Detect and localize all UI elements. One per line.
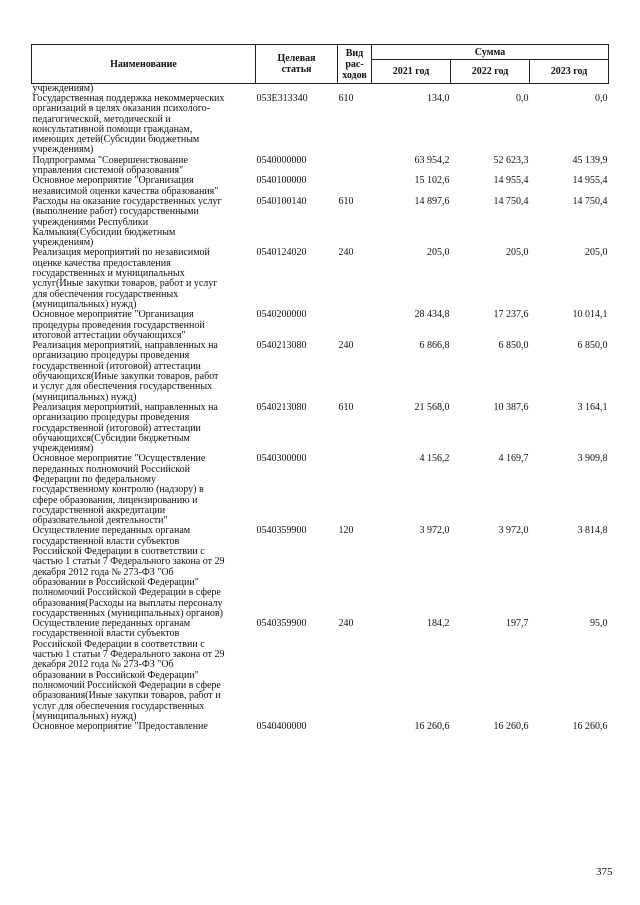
row-name	[32, 619, 256, 722]
row-target-code: 0540300000	[256, 453, 307, 465]
row-name-line: образования(Расходы на выплаты персоналу	[32, 597, 223, 609]
row-name	[32, 403, 256, 454]
row-sum-2023: 14 750,4	[572, 195, 608, 207]
header-year-2021: 2021 год	[372, 60, 451, 84]
row-name-line: организацию процедуры проведения	[32, 350, 190, 362]
row-name-line: Подпрограмма "Совершенствование	[32, 154, 188, 166]
row-name-line: (выполнение работ) государственными	[32, 206, 199, 218]
row-name-line: услуг(Иные закупки товаров, работ и услуг	[32, 278, 218, 290]
row-name-line: организацию процедуры проведения	[32, 412, 190, 424]
table-row	[32, 722, 609, 732]
row-expense-type: 120	[338, 525, 354, 537]
header-vid-line: Вид	[345, 47, 364, 59]
row-name-line: Федерации по федеральному	[32, 473, 156, 485]
row-name-line: процедуры проведения государственной	[32, 319, 205, 331]
row-target-code: 0540100140	[256, 195, 307, 207]
row-expense-type	[338, 722, 372, 732]
row-name-line: государственной власти субъектов	[32, 628, 180, 640]
row-target-code: 0540213080	[256, 340, 307, 352]
row-sum-2022: 14 955,4	[493, 175, 529, 187]
row-sum-2021: 6 866,8	[419, 340, 450, 352]
row-name-line: государственной аккредитации	[32, 504, 166, 516]
row-expense-type: 240	[338, 340, 354, 352]
table-row	[32, 341, 609, 403]
row-name	[32, 722, 256, 732]
row-name-line: образовании в Российской Федерации"	[32, 576, 199, 588]
row-sum-2022: 6 850,0	[498, 340, 529, 352]
row-sum-2023: 14 955,4	[572, 175, 608, 187]
row-name-line: переданных полномочий Российской	[32, 463, 190, 475]
row-sum-2023: 10 014,1	[572, 309, 608, 321]
row-sum-2021: 28 434,8	[414, 309, 450, 321]
row-name-line: итоговой аттестации обучающихся"	[32, 329, 186, 341]
row-sum-2022: 10 387,6	[493, 401, 529, 413]
row-name-line: учреждениям)	[32, 237, 94, 249]
row-sum-2022: 3 972,0	[498, 525, 529, 537]
row-name-line: частью 1 статьи 7 Федерального закона от 29	[32, 649, 225, 661]
row-target-code: 0540359900	[256, 618, 307, 630]
row-expense-type: 610	[338, 93, 354, 104]
budget-table	[31, 44, 609, 732]
row-name-line: государственному контролю (надзору) в	[32, 484, 204, 496]
row-sum-2021: 184,2	[427, 618, 450, 630]
row-sum-2023: 3 909,8	[577, 453, 608, 465]
row-sum-2021: 21 568,0	[414, 401, 450, 413]
row-name-line: Калмыкия(Субсидии бюджетным	[32, 226, 176, 238]
row-sum-2021: 14 897,6	[414, 195, 450, 207]
table-row	[32, 310, 609, 341]
row-name-line: Расходы на оказание государственных услуг	[32, 195, 222, 207]
row-name-line: полномочий Российской Федерации в сфере	[32, 587, 221, 599]
row-sum-2021: 63 954,2	[414, 154, 450, 166]
row-name-line: Основное мероприятие "Организация	[32, 175, 194, 187]
row-name-line: Государственная поддержка некоммерческих	[32, 93, 225, 104]
row-sum-2021: 205,0	[427, 247, 450, 259]
row-name	[32, 197, 256, 248]
row-name-line: управления системой образования"	[32, 165, 184, 177]
row-name-line: обучающихся(Субсидии бюджетным	[32, 432, 190, 444]
header-name: Наименование	[32, 45, 256, 84]
table-row	[32, 94, 609, 156]
row-name-line: консультативной помощи гражданам,	[32, 123, 193, 135]
table-row	[32, 526, 609, 619]
header-vid	[338, 45, 372, 84]
header-year-2023: 2023 год	[530, 60, 609, 84]
row-name	[32, 454, 256, 526]
row-sum-2022: 17 237,6	[493, 309, 529, 321]
row-name-line: Реализация мероприятий, направленных на	[32, 401, 218, 413]
row-name-line: услуг для обеспечения государственных	[32, 700, 205, 712]
row-name-line: полномочий Российской Федерации в сфере	[32, 679, 221, 691]
row-expense-type	[338, 176, 372, 197]
row-name	[32, 248, 256, 310]
row-name-line: организаций в целях оказания психолого-	[32, 103, 210, 115]
row-name-line: декабря 2012 года № 273-ФЗ "Об	[32, 659, 174, 671]
row-name-line: государственной власти субъектов	[32, 535, 180, 547]
row-target-code: 053E313340	[256, 93, 308, 104]
row-name-line: Реализация мероприятий по независимой	[32, 247, 210, 259]
row-name-line: государственной (итоговой) аттестации	[32, 360, 201, 372]
row-name-line: учреждениями Республики	[32, 216, 149, 228]
row-sum-2021: 3 972,0	[419, 525, 450, 537]
table-body	[32, 84, 609, 733]
row-sum-2022: 14 750,4	[493, 195, 529, 207]
header-sum: Сумма	[372, 45, 609, 60]
row-target-code: 0540359900	[256, 525, 307, 537]
table-row	[32, 197, 609, 248]
table-row	[32, 248, 609, 310]
row-name-line: и услуг для обеспечения государственных	[32, 381, 213, 393]
row-target-code: 0540400000	[256, 721, 307, 733]
row-sum-2022: 0,0	[516, 93, 529, 104]
row-name-line: (муниципальных) нужд)	[32, 391, 137, 403]
row-name-line: Основное мероприятие "Предоставление	[32, 721, 208, 733]
row-sum-2023: 3 164,1	[577, 401, 608, 413]
row-name-line: государственной (итоговой) аттестации	[32, 422, 201, 434]
row-sum-2022: 197,7	[506, 618, 529, 630]
row-name-line: (муниципальных) нужд)	[32, 298, 137, 310]
table-row	[32, 176, 609, 197]
row-name-line: оценке качества предоставления	[32, 257, 171, 269]
row-sum-2023: 95,0	[590, 618, 608, 630]
row-name-line: образования(Иные закупки товаров, работ и	[32, 690, 221, 702]
row-sum-2022: 52 623,3	[493, 154, 529, 166]
row-expense-type: 610	[338, 401, 354, 413]
row-name-line: педагогической, методической и	[32, 113, 171, 125]
row-target-code: 0540124020	[256, 247, 307, 259]
row-name	[32, 526, 256, 619]
header-year-2022: 2022 год	[451, 60, 530, 84]
table-row	[32, 454, 609, 526]
table-row	[32, 619, 609, 722]
row-expense-type: 610	[338, 195, 354, 207]
row-expense-type	[338, 156, 372, 177]
row-name	[32, 341, 256, 403]
row-name-line: частью 1 статьи 7 Федерального закона от 29	[32, 556, 225, 568]
header-target-line: Целевая	[277, 53, 316, 64]
row-sum-2022: 205,0	[506, 247, 529, 259]
row-name-line: Осуществление переданных органам	[32, 525, 191, 537]
row-name-line: Осуществление переданных органам	[32, 618, 191, 630]
table-row	[32, 156, 609, 177]
row-sum-2022: 16 260,6	[493, 721, 529, 733]
row-name-line: имеющих детей(Субсидии бюджетным	[32, 134, 200, 146]
row-expense-type: 240	[338, 247, 354, 259]
row-target-code: 0540100000	[256, 175, 307, 187]
header-target-line: статья	[281, 64, 312, 75]
row-sum-2023: 205,0	[585, 247, 608, 259]
row-name-line: Основное мероприятие "Осуществление	[32, 453, 206, 465]
row-name-line: независимой оценки качества образования"	[32, 185, 219, 197]
page-number: 375	[596, 866, 613, 878]
row-name	[32, 176, 256, 197]
row-sum-2021: 16 260,6	[414, 721, 450, 733]
row-sum-2023: 16 260,6	[572, 721, 608, 733]
row-target-code: 0540000000	[256, 154, 307, 166]
row-sum-2021: 134,0	[427, 93, 450, 104]
row-name	[32, 94, 256, 156]
row-name-line: учреждениям)	[32, 443, 94, 455]
row-name-line: государственных и муниципальных	[32, 268, 185, 280]
row-name-line: Основное мероприятие "Организация	[32, 309, 194, 321]
row-name-line: Российской Федерации в соответствии с	[32, 546, 205, 558]
row-target-code: 0540200000	[256, 309, 307, 321]
row-name-line: (муниципальных) нужд)	[32, 710, 137, 722]
row-expense-type	[338, 454, 372, 526]
row-name-line: обучающихся(Иные закупки товаров, работ	[32, 371, 219, 383]
row-name-line: декабря 2012 года № 273-ФЗ "Об	[32, 566, 174, 578]
row-name	[32, 310, 256, 341]
row-sum-2023: 0,0	[595, 93, 608, 104]
row-target-code: 0540213080	[256, 401, 307, 413]
row-name-line: государственных (муниципальных) органов)	[32, 607, 223, 619]
row-sum-2023: 3 814,8	[577, 525, 608, 537]
row-sum-2021: 15 102,6	[414, 175, 450, 187]
row-sum-2023: 6 850,0	[577, 340, 608, 352]
row-name-line: учреждениям)	[32, 83, 94, 94]
row-name-line: учреждениям)	[32, 144, 94, 156]
row-name-line: Российской Федерации в соответствии с	[32, 638, 205, 650]
header-vid-line: рас-	[345, 58, 364, 70]
row-name	[32, 156, 256, 177]
row-sum-2023: 45 139,9	[572, 154, 608, 166]
row-expense-type	[338, 310, 372, 341]
row-sum-2022: 4 169,7	[498, 453, 529, 465]
row-expense-type: 240	[338, 618, 354, 630]
row-sum-2021: 4 156,2	[419, 453, 450, 465]
header-target	[256, 45, 338, 84]
table-row	[32, 403, 609, 454]
table-header	[32, 45, 609, 84]
header-vid-line: ходов	[342, 69, 367, 81]
row-name-line: для обеспечения государственных	[32, 288, 179, 300]
row-name-line: образовании в Российской Федерации"	[32, 669, 199, 681]
row-name-line: сфере образования, лицензированию и	[32, 494, 198, 506]
row-name-line: Реализация мероприятий, направленных на	[32, 340, 218, 352]
row-name-line: образовательной деятельности"	[32, 515, 168, 527]
